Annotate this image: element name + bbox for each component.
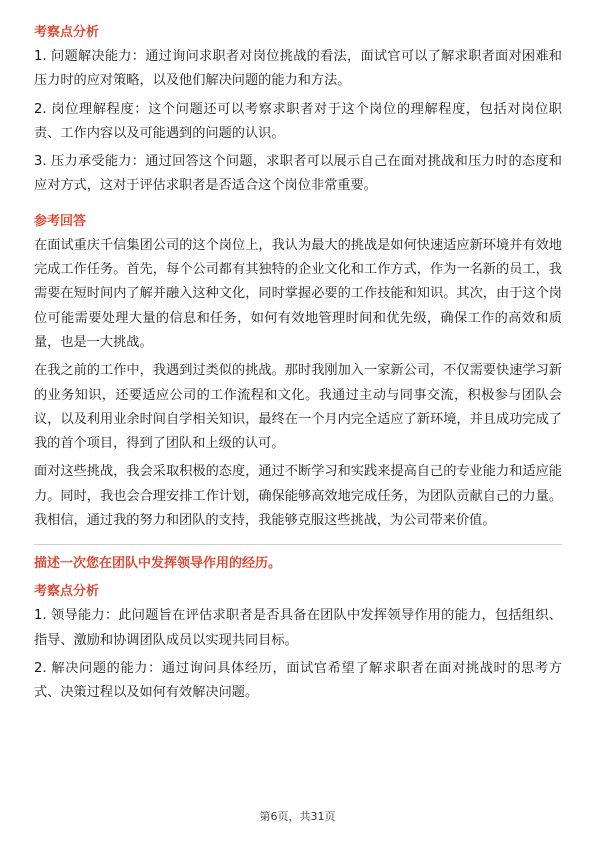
section-divider — [34, 544, 562, 545]
page-number: 第6页，共31页 — [259, 810, 336, 823]
analysis-heading: 考察点分析 — [34, 584, 100, 600]
answer-heading: 参考回答 — [34, 213, 87, 229]
answer-paragraph: 在面试重庆千信集团公司的这个岗位上，我认为最大的挑战是如何快速适应新环境并有效地完成工作任务。首先，每个公司都有其独特的企业文化和工作方式，作为一名新的员工，我需要在短时间内了解并融入这种文化，同时掌握必要的工作技能和知识。其次，由于这个岗位可能需要处理大量的信息和任务，如何有效地管理时间和优先级，确保工作的高效和质量，也是一大挑战。 — [34, 237, 562, 350]
interview-question: 描述一次您在团队中发挥领导作用的经历。 — [34, 556, 282, 572]
analysis-item: 1. 领导能力：此问题旨在评估求职者是否具备在团队中发挥领导作用的能力，包括组织、指导、激励和协调团队成员以实现共同目标。 — [34, 608, 562, 648]
document-page — [34, 24, 562, 706]
analysis-heading: 考察点分析 — [34, 25, 100, 40]
analysis-item: 3. 压力承受能力：通过回答这个问题，求职者可以展示自己在面对挑战和压力时的态度和应对方式，这对于评估求职者是否适合这个岗位非常重要。 — [34, 154, 562, 194]
analysis-item: 2. 岗位理解程度：这个问题还可以考察求职者对于这个岗位的理解程度，包括对岗位职责、工作内容以及可能遇到的问题的认识。 — [34, 101, 562, 141]
answer-paragraph: 面对这些挑战，我会采取积极的态度，通过不断学习和实践来提高自己的专业能力和适应能力。同时，我也会合理安排工作计划，确保能够高效地完成任务，为团队贡献自己的力量。我相信，通过我的努力和团队的支持，我能够克服这些挑战，为公司带来价值。 — [34, 464, 562, 529]
analysis-item: 2. 解决问题的能力：通过询问具体经历，面试官希望了解求职者在面对挑战时的思考方式、决策过程以及如何有效解决问题。 — [34, 660, 562, 701]
analysis-item: 1. 问题解决能力：通过询问求职者对岗位挑战的看法，面试官可以了解求职者面对困难和压力时的应对策略，以及他们解决问题的能力和方法。 — [34, 49, 562, 89]
answer-paragraph: 在我之前的工作中，我遇到过类似的挑战。那时我刚加入一家新公司，不仅需要快速学习新的业务知识，还要适应公司的工作流程和文化。我通过主动与同事交流，积极参与团队会议，以及利用业余时间自学相关知识，最终在一个月内完全适应了新环境，并且成功完成了我的首个项目，得到了团队和上级的认可。 — [34, 363, 562, 452]
